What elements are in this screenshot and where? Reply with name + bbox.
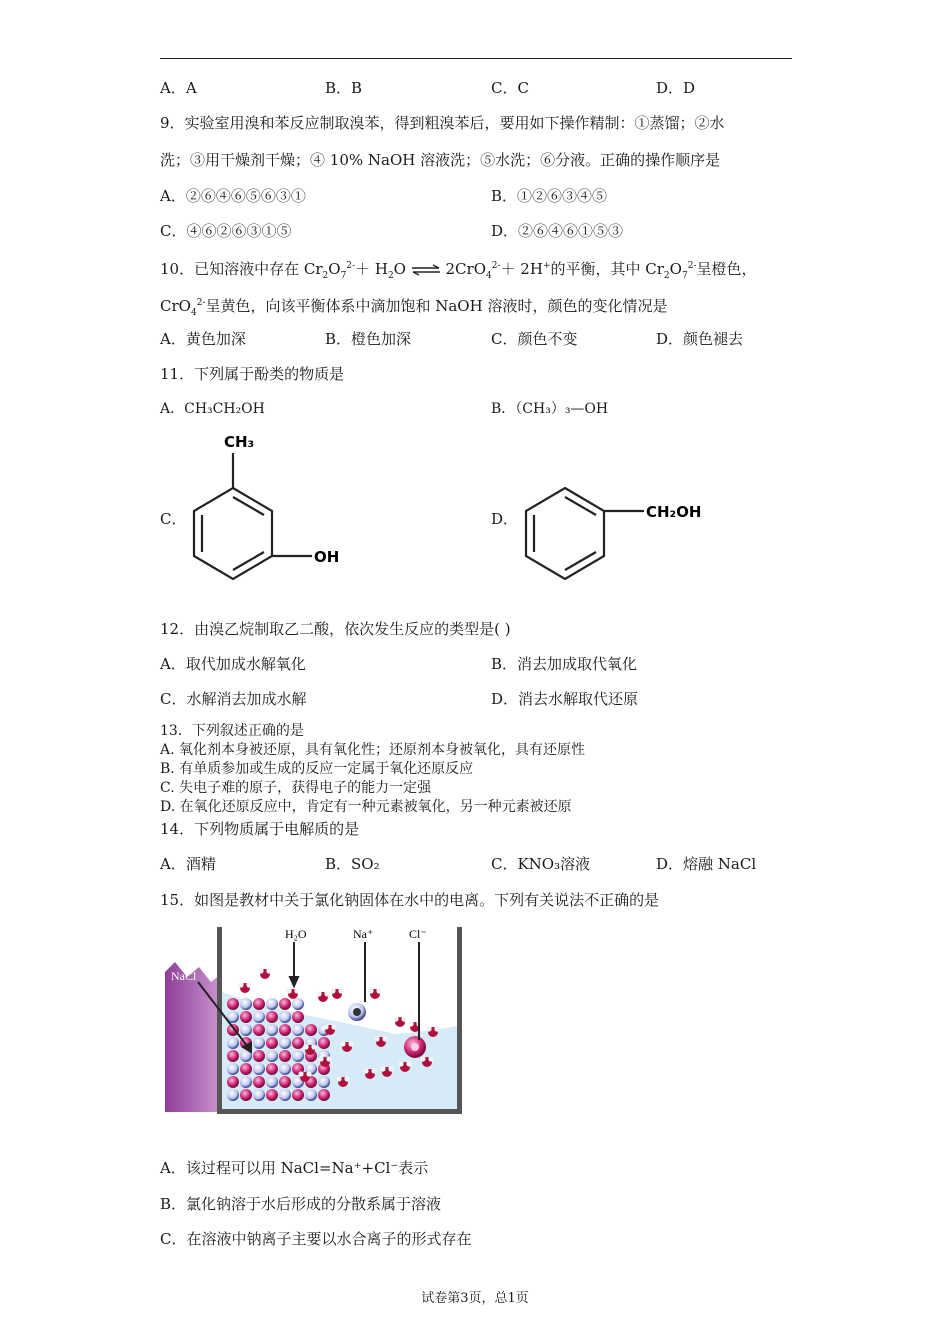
q14-stem: 14．下列物质属于电解质的是 [160, 820, 360, 838]
q8-option-c: C．C [491, 79, 529, 97]
q10-lead: 10．已知溶液中存在 Cr [160, 260, 323, 278]
q11-structure-c [180, 425, 355, 590]
lattice-ion [227, 1050, 239, 1062]
q10-option-b: B．橙色加深 [325, 330, 412, 348]
lattice-ion [318, 1089, 330, 1101]
water-molecule [238, 982, 251, 993]
q10-option-a: A．黄色加深 [160, 330, 246, 348]
equilibrium-arrow-icon [411, 264, 441, 276]
lattice-ion [253, 1063, 265, 1075]
lattice-ion [253, 1024, 265, 1036]
lattice-ion [253, 998, 265, 1010]
lattice-ion [266, 1089, 278, 1101]
lattice-ion [292, 1089, 304, 1101]
lattice-ion [240, 998, 252, 1010]
lattice-ion [253, 1011, 265, 1023]
lattice-ion [240, 1011, 252, 1023]
q10-option-d: D．颜色褪去 [656, 330, 744, 348]
page-footer: 试卷第3页，总1页 [421, 1291, 529, 1306]
q13-option-a: A. 氧化剂本身被还原，具有氧化性；还原剂本身被氧化，具有还原性 [160, 742, 586, 758]
q12-option-c: C．水解消去加成水解 [160, 690, 307, 708]
q15-option-a: A．该过程可以用 NaCl=Na⁺+Cl⁻表示 [160, 1159, 429, 1177]
q14-option-b: B．SO₂ [325, 855, 380, 873]
structure-d-ch2oh-label: CH₂OH [646, 503, 702, 521]
lattice-ion [266, 1037, 278, 1049]
lattice-ion [253, 1050, 265, 1062]
q9-option-a: A．②⑥④⑥⑤⑥③① [160, 187, 306, 205]
lattice-ion [292, 1050, 304, 1062]
q10-option-c: C．颜色不变 [491, 330, 578, 348]
lattice-ion [279, 1076, 291, 1088]
q15-dissolution-figure [165, 922, 465, 1117]
water-molecule [286, 988, 299, 999]
lattice-ion [292, 1011, 304, 1023]
q12-option-b: B．消去加成取代氧化 [491, 655, 638, 673]
lattice-ion [292, 1037, 304, 1049]
lattice-ion [227, 1089, 239, 1101]
water-molecule [316, 991, 329, 1002]
water-molecule [393, 1016, 406, 1027]
hydrated-cl-ion [404, 1036, 426, 1058]
lattice-ion [266, 1063, 278, 1075]
label-nacl: NaCl [171, 969, 197, 983]
q12-option-a: A．取代加成水解氧化 [160, 655, 306, 673]
water-molecule [330, 988, 343, 999]
q10-stem-line2: CrO$_4^{2-}$呈黄色，向该平衡体系中滴加饱和 NaOH 溶液时，颜色的变化情况是 [160, 297, 668, 318]
lattice-ion [279, 1063, 291, 1075]
q12-stem: 12．由溴乙烷制取乙二酸，依次发生反应的类型是( ) [160, 620, 511, 638]
q8-option-d: D．D [656, 79, 696, 97]
lattice-ion [279, 998, 291, 1010]
q8-option-a: A．A [160, 79, 197, 97]
lattice-ion [266, 1050, 278, 1062]
q11-option-d: D． [491, 510, 519, 528]
lattice-ion [279, 1050, 291, 1062]
lattice-ion [279, 1011, 291, 1023]
lattice-ion [279, 1089, 291, 1101]
purple-backdrop [165, 962, 221, 1112]
lattice-ion [266, 998, 278, 1010]
lattice-ion [318, 1037, 330, 1049]
q11-option-a: A．CH₃CH₂OH [160, 401, 265, 417]
lattice-ion [253, 1076, 265, 1088]
water-molecule [258, 968, 271, 979]
q13-stem: 13．下列叙述正确的是 [160, 723, 304, 739]
lattice-ion [240, 1024, 252, 1036]
lattice-ion [253, 1037, 265, 1049]
lattice-ion [227, 1063, 239, 1075]
q9-option-d: D．②⑥④⑥①⑤③ [491, 222, 624, 240]
beaker-bottom [217, 1109, 462, 1114]
q13-option-d: D. 在氧化还原反应中，肯定有一种元素被氧化，另一种元素被还原 [160, 799, 572, 815]
lattice-ion [279, 1037, 291, 1049]
structure-c-oh-label: OH [314, 548, 340, 566]
q9-option-b: B．①②⑥③④⑤ [491, 187, 608, 205]
lattice-ion [292, 1024, 304, 1036]
q11-option-c: C． [160, 510, 187, 528]
q9-option-c: C．④⑥②⑥③①⑤ [160, 222, 292, 240]
lattice-ion [279, 1024, 291, 1036]
structure-c-ch3-label: CH₃ [224, 433, 255, 451]
q11-option-b: B．（CH₃）₃—OH [491, 401, 609, 417]
lattice-ion [227, 1076, 239, 1088]
lattice-ion [305, 1024, 317, 1036]
lattice-ion [292, 998, 304, 1010]
q9-stem-line2: 洗；③用干燥剂干燥；④ 10% NaOH 溶液洗；⑤水洗；⑥分液。正确的操作顺序是 [160, 151, 721, 169]
q14-option-a: A．酒精 [160, 855, 216, 873]
lattice-ion [240, 1063, 252, 1075]
lattice-ion [318, 1076, 330, 1088]
q8-option-b: B．B [325, 79, 363, 97]
lattice-ion [266, 1024, 278, 1036]
q15-stem: 15．如图是教材中关于氯化钠固体在水中的电离。下列有关说法不正确的是 [160, 891, 660, 909]
lattice-ion [227, 1037, 239, 1049]
q15-option-c: C．在溶液中钠离子主要以水合离子的形式存在 [160, 1230, 472, 1248]
q14-option-d: D．熔融 NaCl [656, 855, 757, 873]
beaker-right-wall [457, 927, 462, 1113]
q11-stem: 11．下列属于酚类的物质是 [160, 365, 345, 383]
q10-line2-text: 呈黄色，向该平衡体系中滴加饱和 NaOH 溶液时，颜色的变化情况是 [205, 297, 668, 315]
water-molecule [368, 988, 381, 999]
q9-stem-line1: 9．实验室用溴和苯反应制取溴苯，得到粗溴苯后，要用如下操作精制：①蒸馏；②水 [160, 114, 725, 132]
beaker-left-wall [217, 927, 222, 1113]
lattice-ion [240, 1076, 252, 1088]
q13-option-b: B. 有单质参加或生成的反应一定属于氧化还原反应 [160, 761, 474, 777]
lattice-ion [266, 1076, 278, 1088]
label-cl-ion: Cl⁻ [409, 927, 427, 941]
lattice-ion [266, 1011, 278, 1023]
header-rule [160, 58, 792, 59]
q10-stem-line1: 10．已知溶液中存在 $Cr_2O_7^{2-}+ H_2O$ 2CrO$_4^{2-}$＋ 2H+的平衡，其中 $Cr_2O_7^{2-}$呈橙色， [160, 260, 757, 281]
lattice-ion [240, 1089, 252, 1101]
q15-option-b: B．氯化钠溶于水后形成的分散系属于溶液 [160, 1195, 442, 1213]
hydrated-na-ion [348, 1003, 366, 1021]
q13-option-c: C. 失电子难的原子，获得电子的能力一定强 [160, 780, 432, 796]
lattice-ion [305, 1089, 317, 1101]
q11-structure-d [510, 470, 720, 590]
label-na-ion: Na⁺ [353, 927, 374, 941]
q14-option-c: C．KNO₃溶液 [491, 855, 591, 873]
lattice-ion [253, 1089, 265, 1101]
label-h2o: H₂O [285, 927, 307, 941]
q12-option-d: D．消去水解取代还原 [491, 690, 639, 708]
lattice-ion [227, 998, 239, 1010]
